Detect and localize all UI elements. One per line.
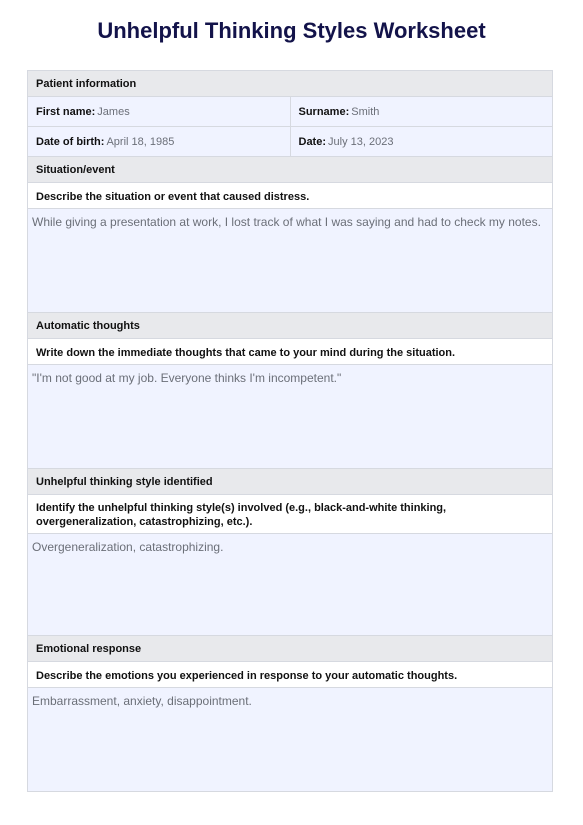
situation-answer-field[interactable]: While giving a presentation at work, I lost track of what I was saying and had to check my notes. — [28, 209, 552, 313]
first-name-value: James — [97, 105, 130, 118]
automatic-thoughts-prompt: Write down the immediate thoughts that came to your mind during the situation. — [28, 339, 552, 365]
date-label: Date: — [298, 135, 327, 148]
thinking-style-answer-field[interactable]: Overgeneralization, catastrophizing. — [28, 534, 552, 636]
thinking-style-prompt: Identify the unhelpful thinking style(s) involved (e.g., black-and-white thinking, overgeneralization, catastrophizing, etc.). — [28, 495, 552, 534]
first-name-label: First name: — [36, 105, 96, 118]
date-of-birth-label: Date of birth: — [36, 135, 105, 148]
date-field[interactable] — [290, 127, 553, 156]
emotional-response-answer-field[interactable]: Embarrassment, anxiety, disappointment. — [28, 688, 552, 791]
section-header-thinking-style: Unhelpful thinking style identified — [28, 469, 552, 495]
worksheet-title: Unhelpful Thinking Styles Worksheet — [97, 18, 486, 43]
surname-field[interactable] — [290, 97, 553, 126]
situation-prompt: Describe the situation or event that caused distress. — [28, 183, 552, 209]
section-header-situation: Situation/event — [28, 157, 552, 183]
emotional-response-prompt: Describe the emotions you experienced in response to your automatic thoughts. — [28, 662, 552, 688]
section-header-patient-information: Patient information — [28, 71, 552, 97]
surname-value: Smith — [351, 105, 380, 118]
name-row — [28, 97, 552, 127]
first-name-field[interactable] — [28, 97, 290, 126]
date-of-birth-field[interactable] — [28, 127, 290, 156]
date-of-birth-value: April 18, 1985 — [106, 135, 175, 148]
date-row — [28, 127, 552, 157]
date-value: July 13, 2023 — [328, 135, 394, 148]
worksheet-form — [27, 70, 553, 792]
automatic-thoughts-answer-field[interactable]: "I'm not good at my job. Everyone thinks I'm incompetent." — [28, 365, 552, 469]
surname-label: Surname: — [298, 105, 350, 118]
section-header-automatic-thoughts: Automatic thoughts — [28, 313, 552, 339]
section-header-emotional-response: Emotional response — [28, 636, 552, 662]
